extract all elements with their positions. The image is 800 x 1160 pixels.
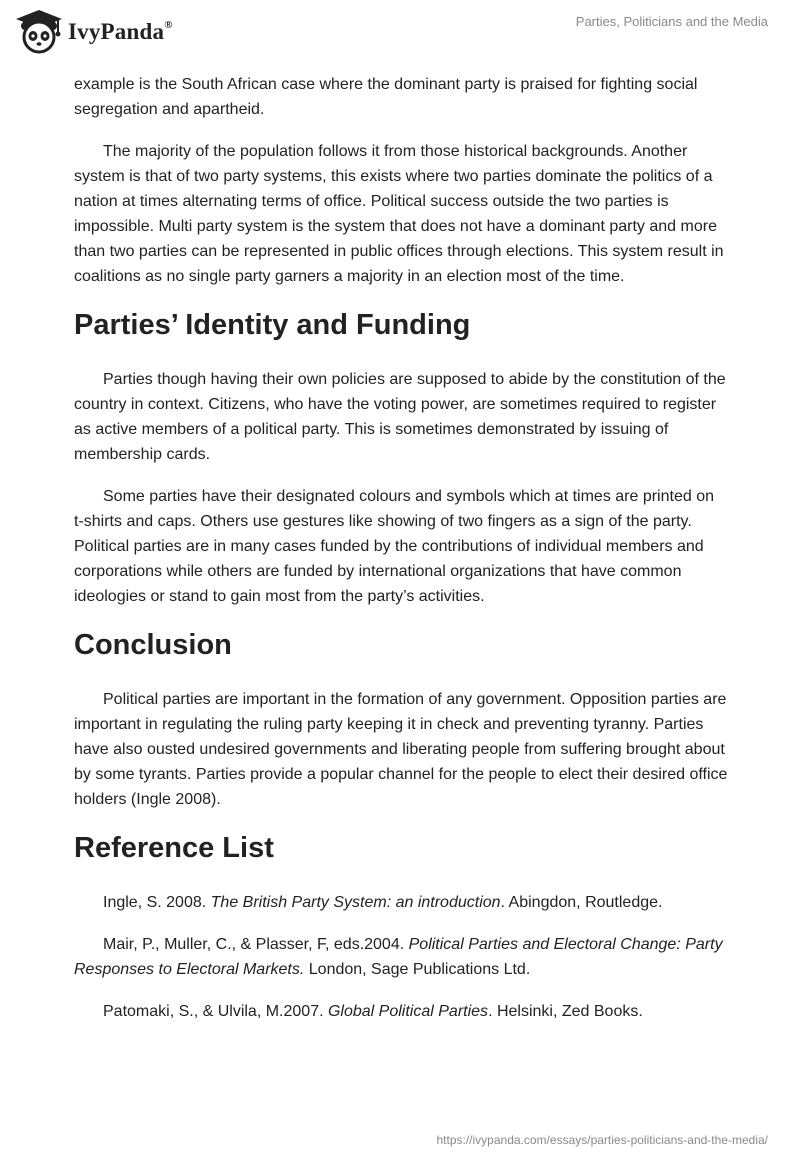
section-heading-references: Reference List [74, 832, 274, 864]
panda-graduate-icon [14, 8, 64, 54]
section-heading-conclusion: Conclusion [74, 629, 232, 661]
article-body [74, 72, 728, 1041]
reference-item: Ingle, S. 2008. The British Party System: an introduction. Abingdon, Routledge. [103, 894, 663, 911]
paragraph: Parties though having their own policies are supposed to abide by the constitution of the country in context. Citizens, who have the voting power, are sometimes required to register as active members of a political party. This is sometimes demonstrated by issuing of membership cards. [74, 371, 726, 463]
paragraph: example is the South African case where the dominant party is praised for fighting social segregation and apartheid. [74, 76, 698, 118]
document-title: Parties, Politicians and the Media [575, 14, 768, 29]
reference-item: Patomaki, S., & Ulvila, M.2007. Global Political Parties. Helsinki, Zed Books. [103, 1003, 643, 1020]
logo[interactable] [14, 8, 173, 54]
section-heading-identity: Parties’ Identity and Funding [74, 309, 471, 341]
reference-list [74, 890, 728, 1024]
paragraph: The majority of the population follows it from those historical backgrounds. Another system is that of two party systems, this exists where two parties dominate the politics of a nation at times alternating terms of office. Political success outside the two parties is impossible. Multi party system is the system that does not have a dominant party and more than two parties can be represented in public offices through elections. This system result in coalitions as no single party garners a majority in an election most of the time. [74, 143, 724, 285]
reference-item: Mair, P., Muller, C., & Plasser, F, eds.2004. Political Parties and Electoral Change: Party Responses to Electoral Markets. London, Sage Publications Ltd. [74, 936, 723, 978]
paragraph: Political parties are important in the formation of any government. Opposition parties are important in regulating the ruling party keeping it in check and preventing tyranny. Parties have also ousted undesired governments and liberating people from suffering brought about by some tyrants. Parties provide a popular channel for the people to elect their desired office holders (Ingle 2008). [74, 691, 728, 808]
footer-url[interactable]: https://ivypanda.com/essays/parties-politicians-and-the-media/ [436, 1133, 768, 1147]
paragraph: Some parties have their designated colours and symbols which at times are printed on t-shirts and caps. Others use gestures like showing of two fingers as a sign of the party. Political parties are in many cases funded by the contributions of individual members and corporations while others are funded by international organizations that have common ideologies or stand to gain most from the party’s activities. [74, 488, 714, 605]
brand-name: IvyPanda® [68, 19, 173, 44]
